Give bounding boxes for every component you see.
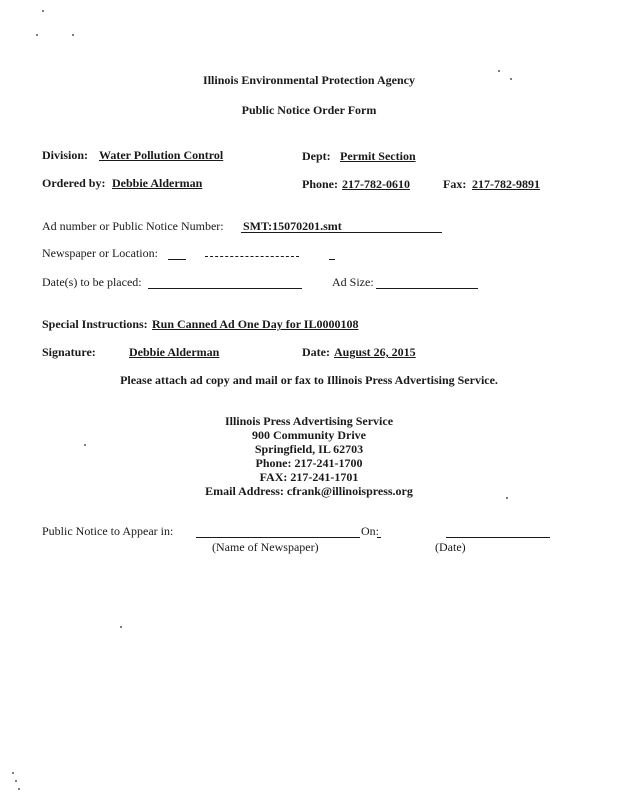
ad-size-label: Ad Size:	[332, 275, 374, 289]
appear-date-line	[446, 537, 550, 538]
newspaper-name-line	[196, 537, 360, 538]
special-instructions-label: Special Instructions:	[42, 317, 148, 331]
agency-title: Illinois Environmental Protection Agency	[203, 73, 415, 87]
scan-speck	[42, 10, 44, 12]
phone-label: Phone:	[302, 177, 338, 191]
ordered-by-label: Ordered by:	[42, 176, 106, 190]
service-name: Illinois Press Advertising Service	[224, 414, 394, 428]
phone-value: 217-782-0610	[342, 177, 410, 191]
dates-label: Date(s) to be placed:	[42, 275, 142, 289]
fax-value: 217-782-9891	[472, 177, 540, 191]
scan-speck	[15, 780, 17, 782]
on-label: On:	[361, 524, 379, 538]
date-caption: (Date)	[435, 540, 466, 554]
ad-number-label: Ad number or Public Notice Number:	[42, 219, 224, 233]
service-city: Springfield, IL 62703	[254, 442, 364, 456]
newspaper-label: Newspaper or Location:	[42, 246, 158, 260]
ad-number-line	[241, 232, 442, 233]
ordered-by-value: Debbie Alderman	[112, 176, 203, 190]
service-fax: FAX: 217-241-1701	[259, 470, 359, 484]
service-email: Email Address: cfrank@illinoispress.org	[205, 484, 413, 498]
scan-speck	[498, 70, 500, 72]
scan-speck	[36, 34, 38, 36]
form-title: Public Notice Order Form	[241, 103, 377, 117]
fax-label: Fax:	[443, 177, 467, 191]
division-value: Water Pollution Control	[99, 148, 224, 162]
date-value: August 26, 2015	[334, 345, 416, 359]
signature-label: Signature:	[42, 345, 96, 359]
newspaper-line-a	[168, 259, 186, 260]
dept-label: Dept:	[302, 149, 331, 163]
signature-value: Debbie Alderman	[129, 345, 220, 359]
division-label: Division:	[42, 148, 89, 162]
scan-speck	[18, 788, 20, 790]
on-line-stub	[377, 537, 381, 538]
service-street: 900 Community Drive	[252, 428, 366, 442]
dept-value: Permit Section	[340, 149, 416, 163]
scan-speck	[12, 772, 14, 774]
ad-size-line	[376, 288, 478, 289]
dates-line	[148, 288, 302, 289]
ad-number-value: SMT:15070201.smt	[243, 219, 342, 233]
attach-instructions: Please attach ad copy and mail or fax to Illinois Press Advertising Service.	[120, 373, 498, 387]
appear-in-label: Public Notice to Appear in:	[42, 524, 174, 538]
newspaper-line-c	[329, 259, 335, 260]
scan-speck	[120, 626, 122, 628]
newspaper-caption: (Name of Newspaper)	[212, 540, 319, 554]
special-instructions-value: Run Canned Ad One Day for IL0000108	[152, 317, 359, 331]
service-phone: Phone: 217-241-1700	[255, 456, 363, 470]
newspaper-line-b	[205, 256, 299, 257]
date-label: Date:	[302, 345, 330, 359]
scan-speck	[72, 34, 74, 36]
